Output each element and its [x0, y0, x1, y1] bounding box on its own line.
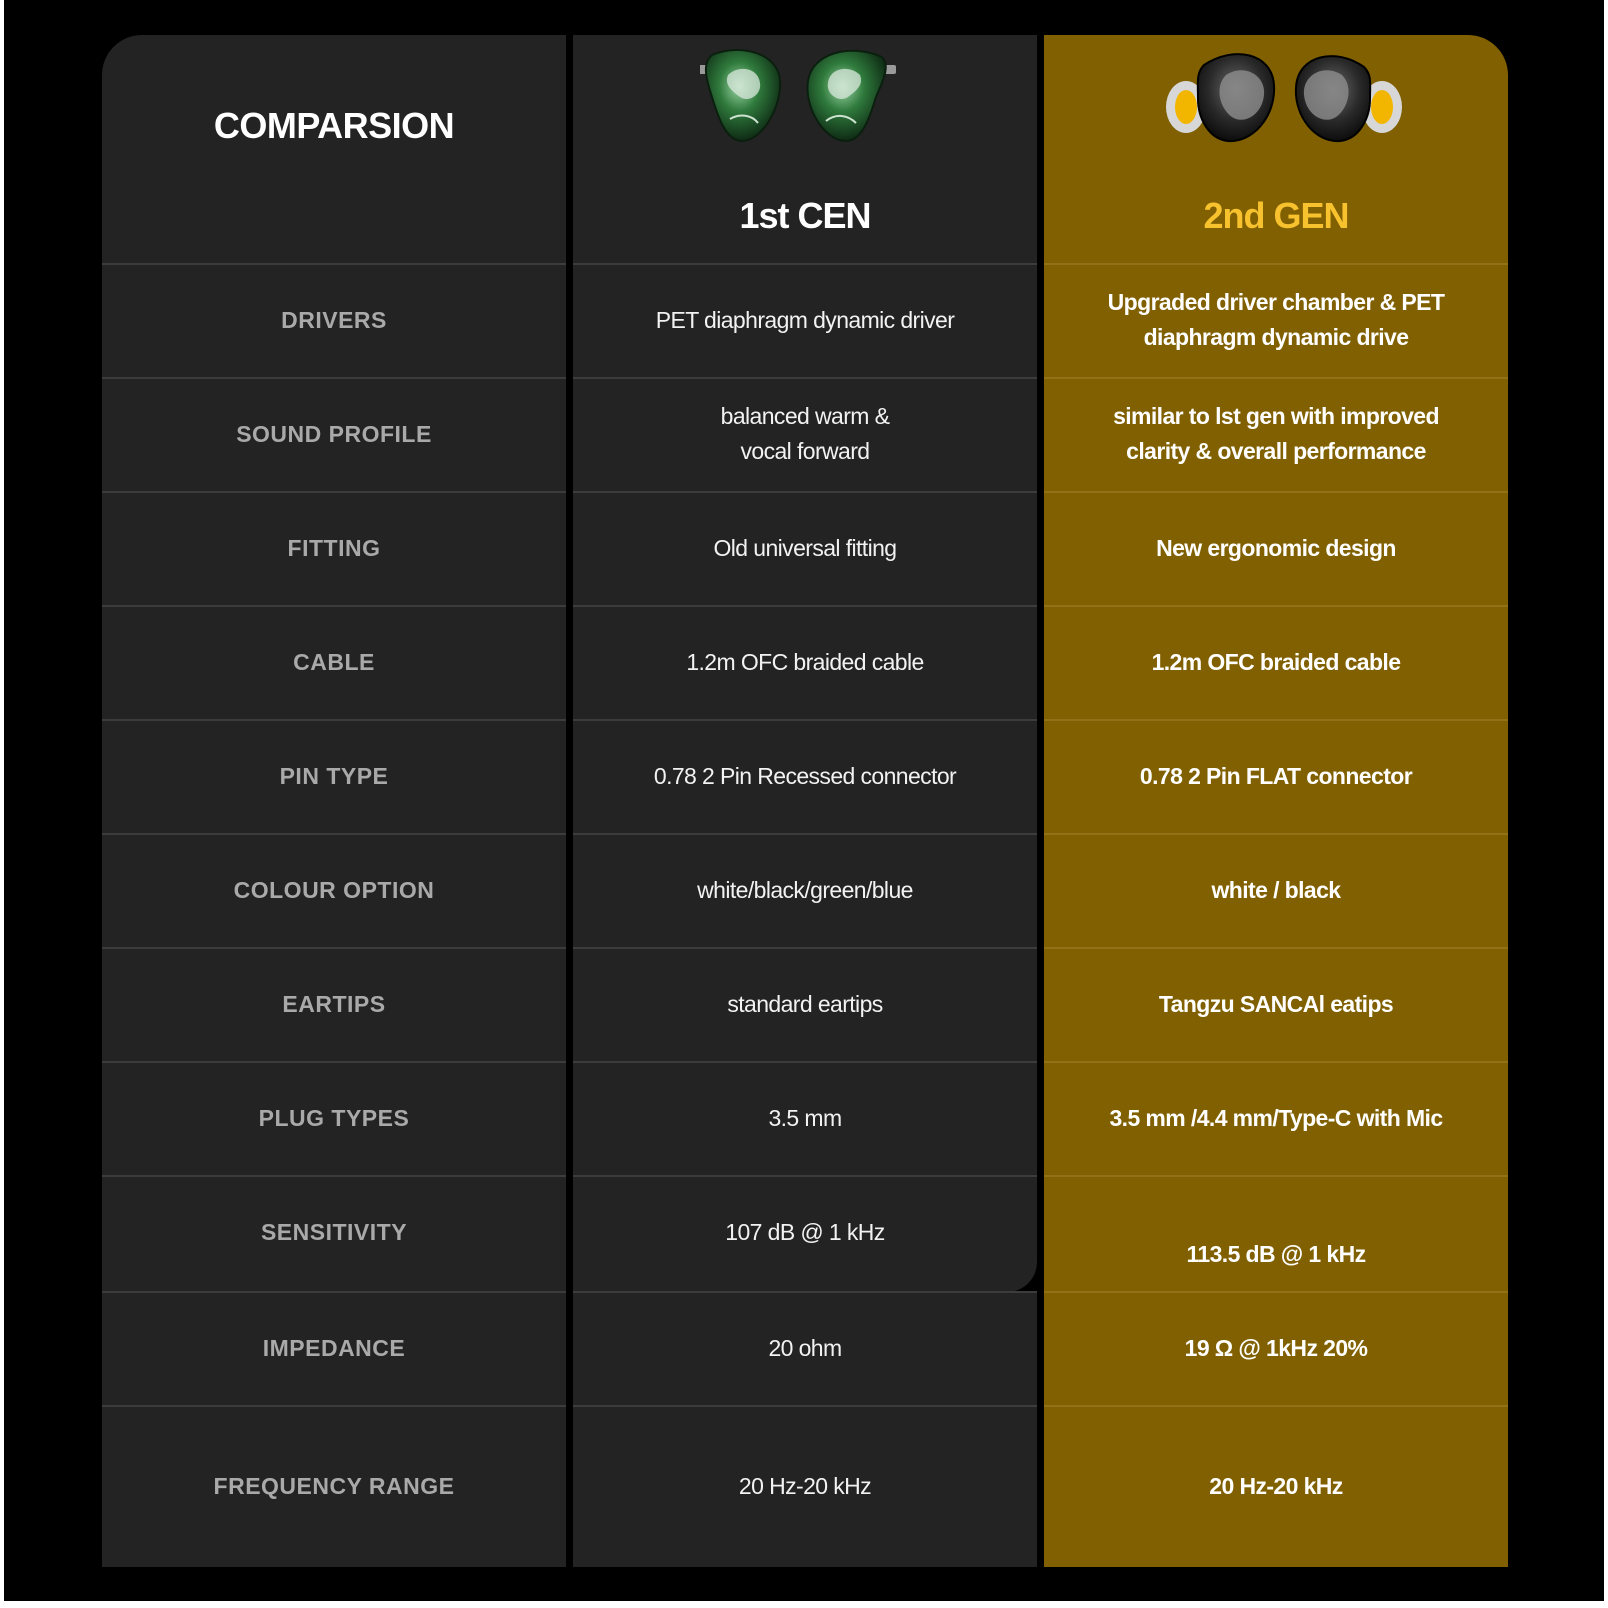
gen1-plug-types-value: 3.5 mm — [768, 1104, 842, 1131]
row-label-cable: CABLE — [293, 648, 375, 675]
gen2-frequency-range-value: 20 Hz-20 kHz — [1209, 1473, 1343, 1499]
gen2-plug-types-value: 3.5 mm /4.4 mm/Type-C with Mic — [1109, 1104, 1443, 1131]
gen2-colour-option-value: white / black — [1211, 876, 1341, 903]
gen1-drivers-value: PET diaphragm dynamic driver — [655, 306, 955, 333]
gen1-pin-type-value: 0.78 2 Pin Recessed connector — [653, 762, 957, 789]
gen2-cable-value: 1.2m OFC braided cable — [1151, 648, 1401, 675]
gen2-impedance-value: 19 Ω @ 1kHz 20% — [1184, 1334, 1368, 1361]
gen2-fitting-value: New ergonomic design — [1156, 534, 1396, 561]
row-label-eartips: EARTIPS — [282, 990, 386, 1017]
gen2-sensitivity-value: 113.5 dB @ 1 kHz — [1186, 1240, 1366, 1267]
gen1-impedance-value: 20 ohm — [768, 1334, 842, 1361]
black-earphones-image — [1164, 45, 1404, 145]
gen1-fitting-value: Old universal fitting — [713, 534, 897, 561]
green-earphones-image — [700, 45, 900, 145]
row-label-sound-profile: SOUND PROFILE — [236, 420, 432, 447]
gen2-pin-type-value: 0.78 2 Pin FLAT connector — [1139, 762, 1413, 789]
row-label-pin-type: PIN TYPE — [279, 762, 389, 789]
page-title: COMPARSION — [213, 105, 455, 146]
gen2-eartips-value: Tangzu SANCAl eatips — [1158, 990, 1394, 1017]
gen2-title: 2nd GEN — [1203, 195, 1349, 236]
row-divider — [1044, 1175, 1508, 1177]
gen1-title: 1st CEN — [739, 195, 871, 236]
gen1-cable-value: 1.2m OFC braided cable — [686, 648, 924, 675]
row-label-plug-types: PLUG TYPES — [258, 1104, 410, 1131]
row-label-colour-option: COLOUR OPTION — [233, 876, 435, 903]
row-label-fitting: FITTING — [287, 534, 381, 561]
gen1-sound-profile-value: balanced warm & vocal forward — [720, 403, 890, 464]
row-label-drivers: DRIVERS — [281, 306, 387, 333]
row-label-sensitivity: SENSITIVITY — [260, 1218, 408, 1245]
gen1-sensitivity-value: 107 dB @ 1 kHz — [725, 1218, 885, 1245]
row-label-frequency-range: FREQUENCY RANGE — [213, 1473, 455, 1499]
gen1-colour-option-value: white/black/green/blue — [697, 876, 913, 903]
gen2-drivers-value: Upgraded driver chamber & PET diaphragm dynamic drive — [1107, 289, 1445, 350]
gen1-frequency-range-value: 20 Hz-20 kHz — [738, 1473, 872, 1499]
gen1-eartips-value: standard eartips — [727, 990, 883, 1017]
row-label-impedance: IMPEDANCE — [262, 1334, 406, 1361]
gen2-sound-profile-value: similar to lst gen with improved clarity & overall performance — [1113, 403, 1439, 464]
